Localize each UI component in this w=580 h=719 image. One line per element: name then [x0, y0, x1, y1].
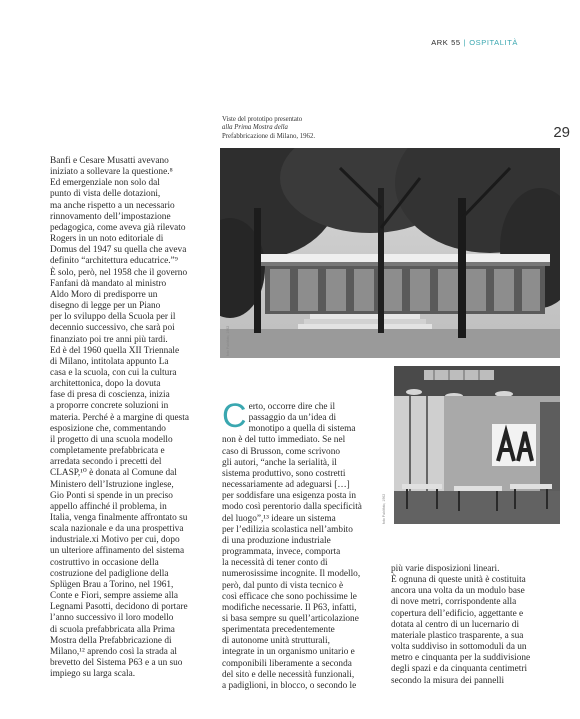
text-line: rinnovamento dell’impostazione: [50, 211, 171, 222]
header-separator: |: [463, 38, 467, 47]
text-line: del sito e delle necessità funzionali,: [222, 669, 355, 680]
text-line: Mostra della Prefabbricazione di: [50, 635, 172, 646]
text-line: Ed emergenziale non solo dal: [50, 178, 160, 189]
text-line: copertura dell’edificio, aggettante e: [391, 608, 524, 619]
text-line: Splügen Brau a Torino, nel 1961,: [50, 579, 174, 590]
text-line: a padiglioni, in blocco, o secondo le: [222, 680, 357, 691]
text-line: caso di Brusson, come scrivono: [222, 446, 340, 457]
text-line: per lo sviluppo della Scuola per il: [50, 312, 176, 323]
text-line: di autonome unità strutturali,: [222, 636, 330, 647]
text-line: materiale plastico trasparente, a sua: [391, 630, 524, 641]
text-line: integrate in un organismo unitario e: [222, 647, 355, 658]
caption-line: Viste del prototipo presentato: [222, 116, 303, 123]
text-line: iniziato a sollevare la questione.⁸: [50, 167, 173, 178]
drop-cap: C: [222, 397, 247, 435]
text-line: monotipo a quella di sistema: [248, 424, 356, 435]
text-line: un ulteriore affinamento del sistema: [50, 546, 185, 557]
text-line: ancora una volta da un modulo base: [391, 586, 525, 597]
text-line: Legnami Pasotti, decidono di portare: [50, 602, 188, 613]
text-line: CLASP,¹⁰ è donata al Comune dal: [50, 468, 177, 479]
page-number: 29: [553, 124, 570, 141]
text-line: componibili liberamente a seconda: [222, 658, 352, 669]
text-line: degli spazi e da cinquanta centimetri: [391, 664, 528, 675]
text-column-2: [222, 397, 382, 692]
text-line: gli autori, “anche la serialità, il: [222, 457, 337, 468]
text-line: sperimentata precedentemente: [222, 625, 335, 636]
text-line: di una produzione industriale: [222, 535, 331, 546]
text-line: si basa sempre su quell’articolazione: [222, 613, 359, 624]
text-line: ma anche rispetto a un necessario: [50, 200, 175, 211]
text-line: numerosissime incognite. Il modello,: [222, 569, 361, 580]
text-line: Ministero dell’Istruzione inglese,: [50, 479, 174, 490]
text-line: È ognuna di queste unità è costituita: [391, 575, 526, 586]
text-line: disegno di legge per un Piano: [50, 301, 161, 312]
text-line: pedagogica, come aveva già rilevato: [50, 222, 186, 233]
text-line: sistema produttivo, sono costretti: [222, 468, 346, 479]
text-line: secondo la misura dei pannelli: [391, 675, 505, 686]
text-line: Milano,¹² aprendo così la strada al: [50, 646, 177, 657]
text-line: necessariamente ad adeguarsi […]: [222, 480, 350, 491]
text-line: Gio Ponti si spende in un preciso: [50, 490, 173, 501]
text-line: Domus del 1947 su quella che aveva: [50, 245, 187, 256]
text-line: non è del tutto immediato. Se nel: [222, 435, 346, 446]
text-line: modifiche necessarie. Il P63, infatti,: [222, 602, 357, 613]
text-line: a proporre concrete soluzioni in: [50, 401, 169, 412]
text-line: fase di presa di coscienza, inizia: [50, 390, 170, 401]
text-line: Italia, venga finalmente affrontato su: [50, 513, 188, 523]
text-line: industriale.xi Motivo per cui, dopo: [50, 535, 180, 546]
text-line: Ed è del 1960 quella XII Triennale: [50, 345, 180, 356]
text-line: costruzione del padiglione della: [50, 568, 169, 579]
text-line: brevetto del Sistema P63 e a un suo: [50, 658, 183, 669]
text-line: appello affinché il problema, in: [50, 501, 167, 512]
text-line: per l’edilizia scolastica nell’ambito: [222, 524, 353, 535]
text-line: dotata al centro di un lucernario di: [391, 619, 520, 630]
caption-line: alla Prima Mostra della: [222, 124, 288, 132]
text-line: così efficace che sono pochissime le: [222, 591, 357, 602]
text-line: arredata secondo i precetti del: [50, 457, 162, 468]
magazine-issue: ARK 55: [431, 38, 461, 47]
text-line: finanziato poi tre anni più tardi.: [50, 334, 168, 345]
photo-credit: foto Publifoto, 1962: [382, 493, 386, 524]
text-line: erto, occorre dire che il: [248, 402, 336, 412]
text-line: impiego su larga scala.: [50, 669, 136, 680]
text-line: Rogers in un noto editoriale di: [50, 234, 164, 245]
running-header: [431, 38, 518, 47]
photo-credit: foto Publifoto, 1962: [226, 325, 230, 356]
text-line: modo così perentorio dalla specificità: [222, 502, 362, 513]
text-line: Aldo Moro di predisporre un: [50, 289, 158, 300]
text-line: definito “architettura educatrice.”⁹: [50, 256, 178, 267]
text-line: scala nazionale e da una prospettiva: [50, 524, 184, 535]
text-column-3: [391, 564, 553, 687]
text-line: Fanfani dà mandato al ministro: [50, 278, 167, 289]
text-column-1: [50, 156, 210, 680]
text-line: la necessità di tener conto di: [222, 558, 328, 569]
text-line: però, dal punto di vista tecnico è: [222, 580, 344, 591]
text-line: di nove metri, corrispondente alla: [391, 597, 517, 608]
text-line: volta suddiviso in sottomoduli da un: [391, 642, 527, 653]
text-line: materia. Perché è a margine di questa: [50, 412, 189, 423]
text-line: per soddisfare una esigenza posta in: [222, 491, 356, 502]
section-name: OSPITALITÀ: [469, 38, 518, 47]
text-line: il progetto di una scuola modello: [50, 434, 173, 445]
text-line: completamente prefabbricata e: [50, 446, 165, 457]
text-line: di scuola prefabbricata alla Prima: [50, 624, 175, 635]
interior-photo: [394, 366, 560, 524]
text-line: più varie disposizioni lineari.: [391, 564, 500, 574]
text-line: di Milano, intitolata appunto La: [50, 356, 169, 367]
text-line: Conte e Fiori, sempre assieme alla: [50, 591, 179, 602]
text-line: punto di vista delle dotazioni,: [50, 189, 161, 200]
text-line: metro e cinquanta per la suddivisione: [391, 653, 531, 664]
text-line: programmata, invece, comporta: [222, 547, 341, 558]
text-line: esposizione che, commentando: [50, 423, 166, 434]
photo-caption: [222, 116, 342, 141]
text-line: passaggio da un’idea di: [248, 413, 337, 424]
text-line: casa e la scuola, con cui la cultura: [50, 367, 177, 378]
text-line: architettonica, dopo la dovuta: [50, 379, 161, 390]
text-line: l’anno successivo il loro modello: [50, 613, 174, 624]
text-line: È solo, però, nel 1958 che il governo: [50, 267, 188, 278]
caption-line: Prefabbricazione di Milano, 1962.: [222, 132, 316, 140]
text-line: costruttivo in occasione della: [50, 557, 159, 568]
text-line: del luogo”,¹³ ideare un sistema: [222, 513, 336, 524]
text-line: Banfi e Cesare Musatti avevano: [50, 156, 169, 166]
text-line: decennio successivo, che sarà poi: [50, 323, 175, 334]
exterior-photo: [220, 148, 560, 358]
